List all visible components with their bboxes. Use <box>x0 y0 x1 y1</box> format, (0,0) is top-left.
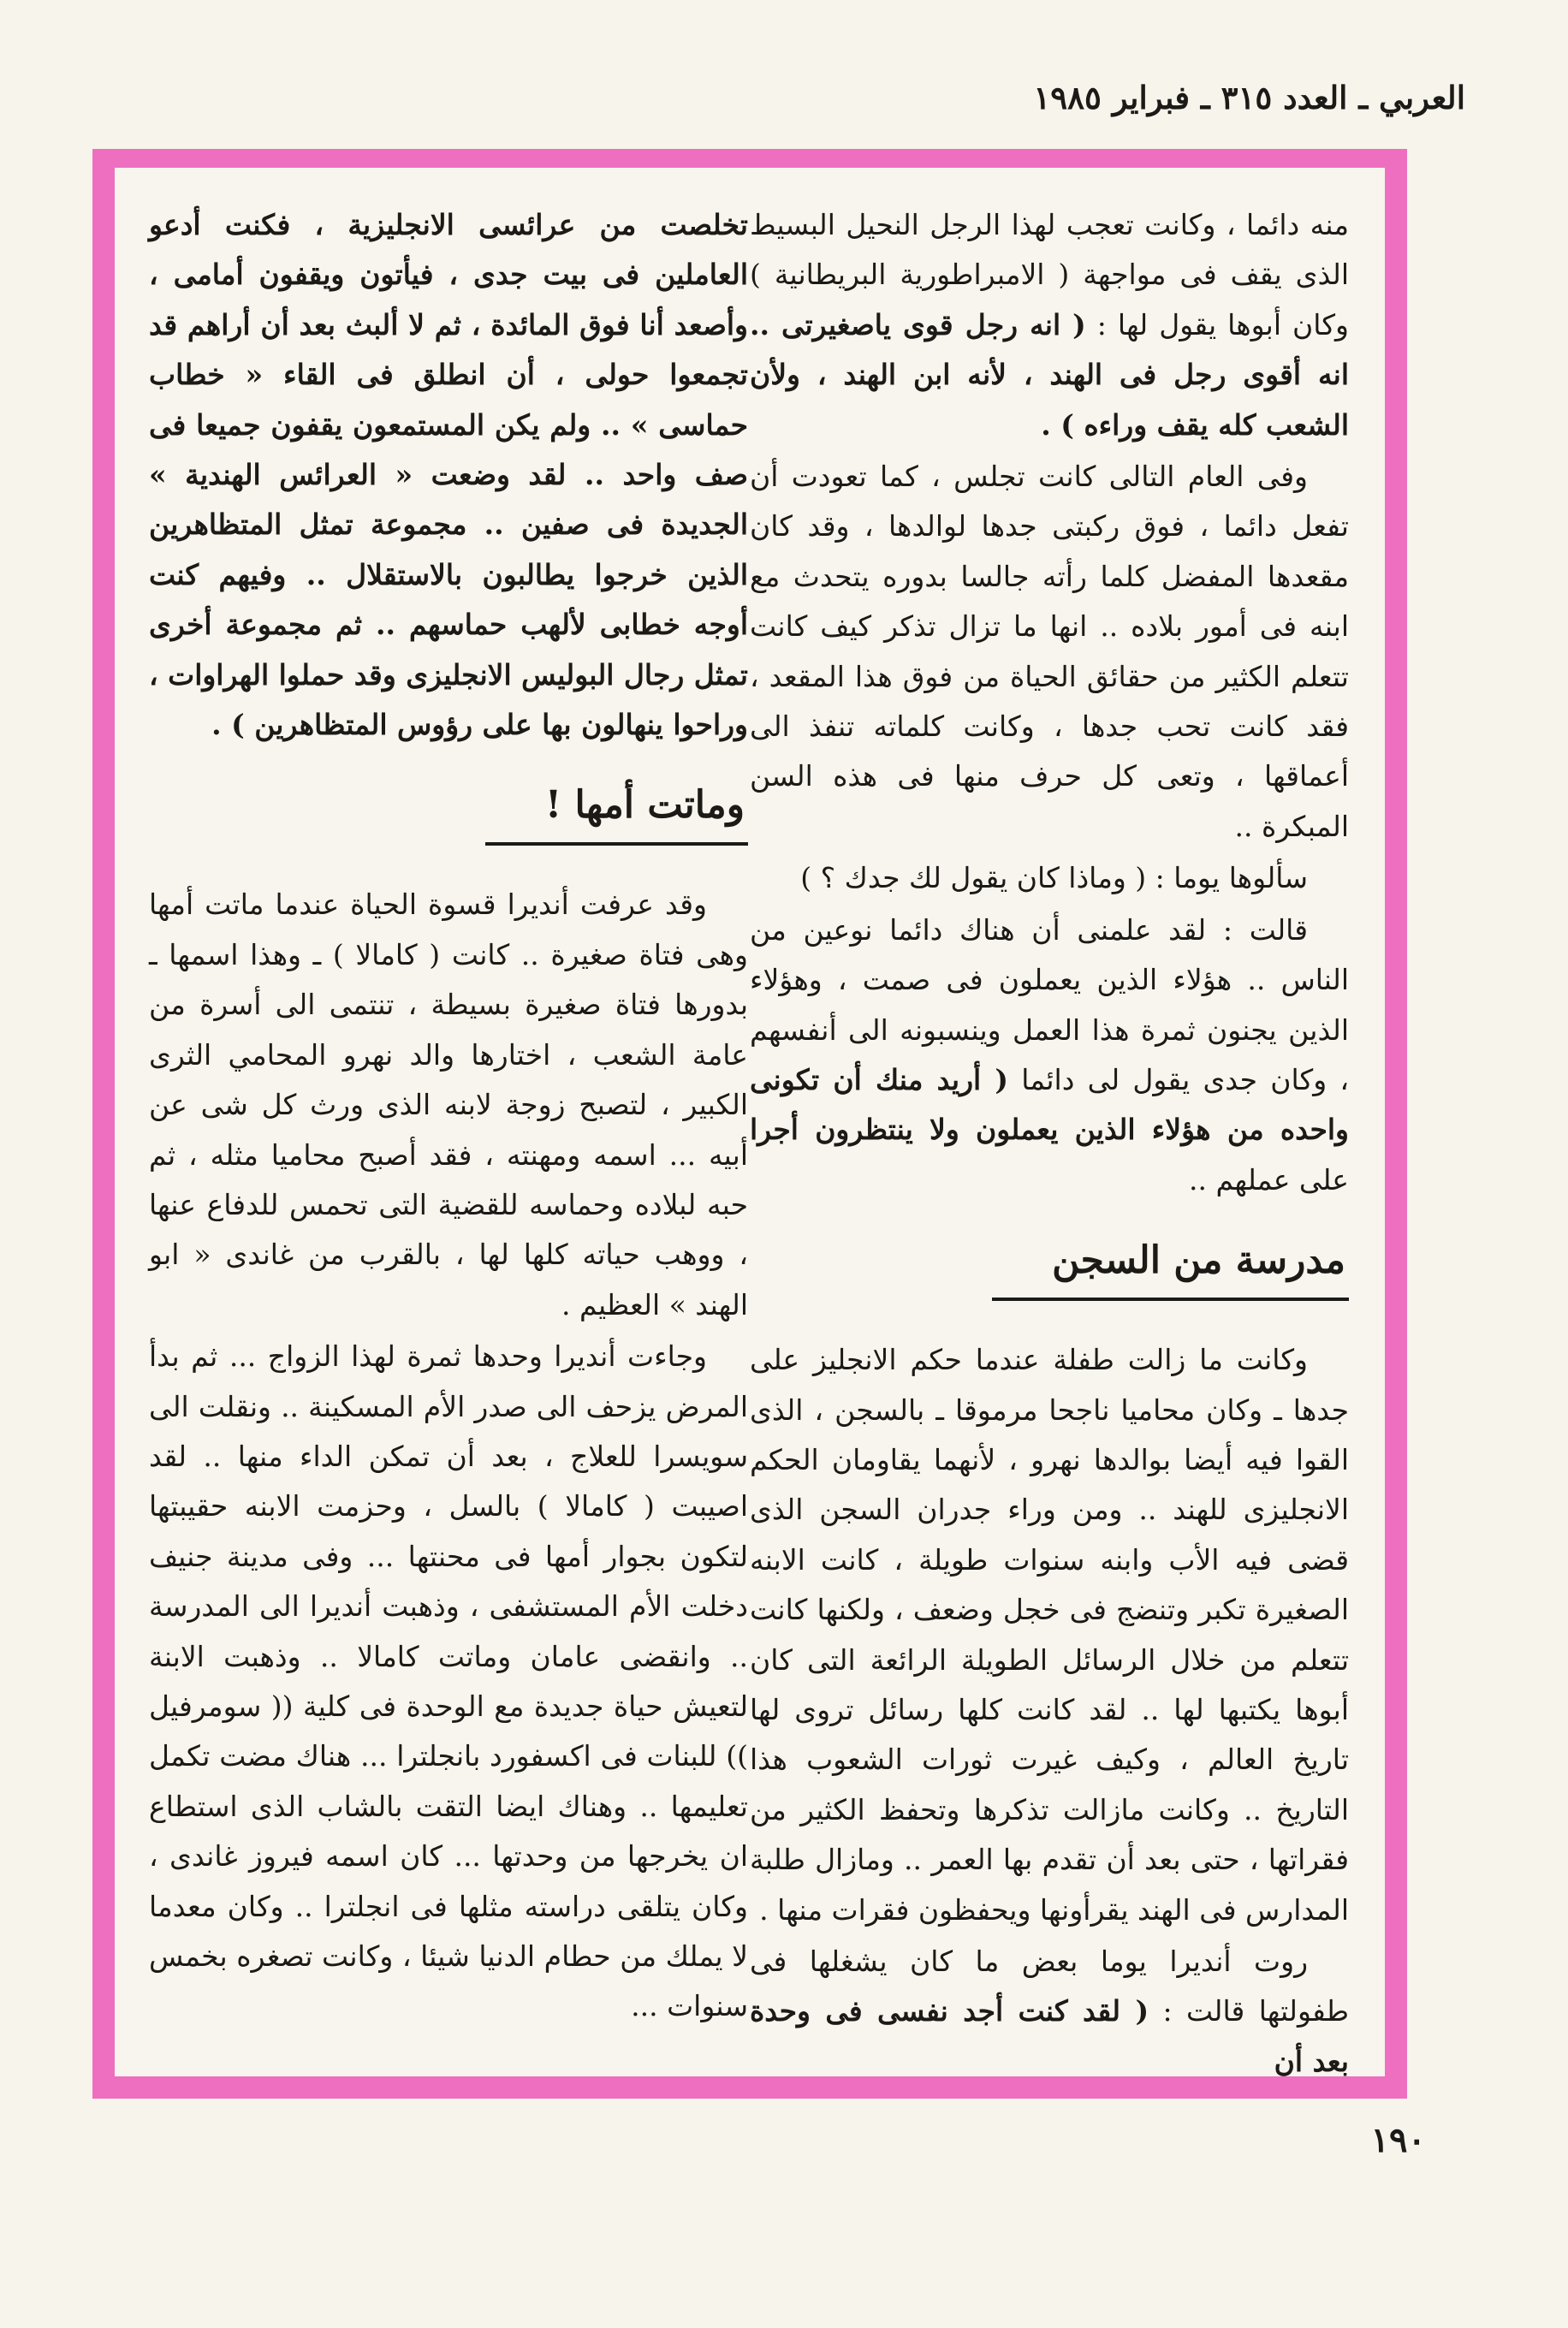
paragraph: وقد عرفت أنديرا قسوة الحياة عندما ماتت أمها وهى فتاة صغيرة .. كانت ( كامالا ) ـ وهذا اسمها ـ بدورها فتاة صغيرة بسيطة ، تنتمى الى أسرة من عامة الشعب ، اختارها والد نهرو المحامي الثرى الكبير ، لتصبح زوجة لابنه الذى ورث كل شى عن أبيه ... اسمه ومهنته ، فقد أصبح محاميا مثله ، ثم حبه لبلاده وحماسه للقضية التى تحمس للدفاع عنها ، ووهب حياته كلها لها ، بالقرب من غاندى « ابو الهند » العظيم . <box>149 888 748 1321</box>
bold-quote-continued: تخلصت من عرائسى الانجليزية ، فكنت أدعو العاملين فى بيت جدى ، فيأتون ويقفون أمامى ، وأصعد أنا فوق المائدة ، ثم لا ألبث بعد أن أراهم قد تجمعوا حولى ، أن انطلق فى القاء « خطاب حماسى » .. ولم يكن المستمعون يقفون جميعا فى صف واحد .. لقد وضعت « العرائس الهندية » الجديدة فى صفين .. مجموعة تمثل المتظاهرين الذين خرجوا يطالبون بالاستقلال .. وفيهم كنت أوجه خطابى لألهب حماسهم .. ثم مجموعة أخرى تمثل رجال البوليس الانجليزى وقد حملوا الهراوات ، وراحوا ينهالون بها على رؤوس المتظاهرين ) . <box>149 208 748 742</box>
paragraph: سألوها يوما : ( وماذا كان يقول لك جدك ؟ ) <box>800 861 1308 895</box>
paragraph <box>750 1937 1349 2087</box>
section-heading: مدرسة من السجن <box>992 1231 1349 1301</box>
paragraph: وجاءت أنديرا وحدها ثمرة لهذا الزواج ... ثم بدأ المرض يزحف الى صدر الأم المسكينة .. ونقلت الى سويسرا للعلاج ، بعد أن تمكن الداء منها .. لقد اصيبت ( كامالا ) بالسل ، وحزمت الابنه حقيبتها لتكون بجوار أمها فى محنتها ... وفى مدينة جنيف دخلت الأم المستشفى ، وذهبت أنديرا الى المدرسة .. وانقضى عامان وماتت كامالا .. وذهبت الابنة لتعيش حياة جديدة مع الوحدة فى كلية (( سومرفيل )) للبنات فى اكسفورد بانجلترا ... هناك مضت تكمل تعليمها .. وهناك ايضا التقت بالشاب الذى استطاع ان يخرجها من وحدتها ... كان اسمه فيروز غاندى ، وكان يتلقى دراسته مثلها فى انجلترا .. وكان معدما لا يملك من حطام الدنيا شيئا ، وكانت تصغره بخمس سنوات ... <box>149 1339 748 2023</box>
paragraph-text: قالت : لقد علمنى أن هناك دائما نوعين من الناس .. هؤلاء الذين يعملون فى صمت ، وهؤلاء الذين يجنون ثمرة هذا العمل وينسبونه الى أنفسهم ، وكان جدى يقول لى دائما <box>750 912 1349 1096</box>
section-heading: وماتت أمها ! <box>485 775 748 846</box>
bold-quote: ( لقد كنت أجد نفسى فى وحدة بعد أن <box>750 1994 1349 2078</box>
paragraph <box>750 200 1349 450</box>
issue-header: العربي ـ العدد ٣١٥ ـ فبراير ١٩٨٥ <box>1033 79 1465 116</box>
left-column <box>149 200 748 2034</box>
page-number: ١٩٠ <box>1370 2120 1426 2160</box>
paragraph-text: على عملهم .. <box>1189 1162 1349 1197</box>
paragraph-text: منه دائما ، وكانت تعجب لهذا الرجل النحيل البسيط الذى يقف فى مواجهة ( الامبراطورية البريطانية ) وكان أبوها يقول لها : <box>750 208 1349 341</box>
bold-quote: ( أريد منك أن تكونى واحده من هؤلاء الذين يعملون ولا ينتظرون أجرا <box>750 1062 1349 1147</box>
paragraph: وفى العام التالى كانت تجلس ، كما تعودت أن تفعل دائما ، فوق ركبتى جدها لوالدها ، وقد كان مقعدها المفضل كلما رأته جالسا بدوره يتحدث مع ابنه فى أمور بلاده .. انها ما تزال تذكر كيف كانت تتعلم الكثير من حقائق الحياة من فوق هذا المقعد ، فقد كانت تحب جدها ، وكانت كلماته تنفذ الى أعماقها ، وتعى كل حرف منها فى هذه السن المبكرة .. <box>750 460 1349 843</box>
paragraph: وكانت ما زالت طفلة عندما حكم الانجليز على جدها ـ وكان محاميا ناجحا مرموقا ـ بالسجن ، الذى القوا فيه أيضا بوالدها نهرو ، لأنهما يقاومان الحكم الانجليزى للهند .. ومن وراء جدران السجن الذى قضى فيه الأب وابنه سنوات طويلة ، كانت الابنه الصغيرة تكبر وتنضج فى خجل وضعف ، ولكنها كانت تتعلم من خلال الرسائل الطويلة الرائعة التى كان أبوها يكتبها لها .. لقد كانت كلها رسائل تروى لها تاريخ العالم ، وكيف غيرت ثورات الشعوب هذا التاريخ .. وكانت مازالت تذكرها وتحفظ الكثير من فقراتها ، حتى بعد أن تقدم بها العمر .. ومازال طلبة المدارس فى الهند يقرأونها ويحفظون فقرات منها . <box>750 1343 1349 1927</box>
article-frame <box>92 149 1407 2099</box>
paragraph-text: روت أنديرا يوما بعض ما كان يشغلها فى طفولتها قالت : <box>750 1945 1349 2028</box>
right-column <box>750 200 1349 2088</box>
bold-quote: ( انه رجل قوى ياصغيرتى .. انه أقوى رجل فى الهند ، لأنه ابن الهند ، ولأن الشعب كله يقف وراءه ) . <box>750 307 1349 442</box>
paragraph <box>750 906 1349 1205</box>
